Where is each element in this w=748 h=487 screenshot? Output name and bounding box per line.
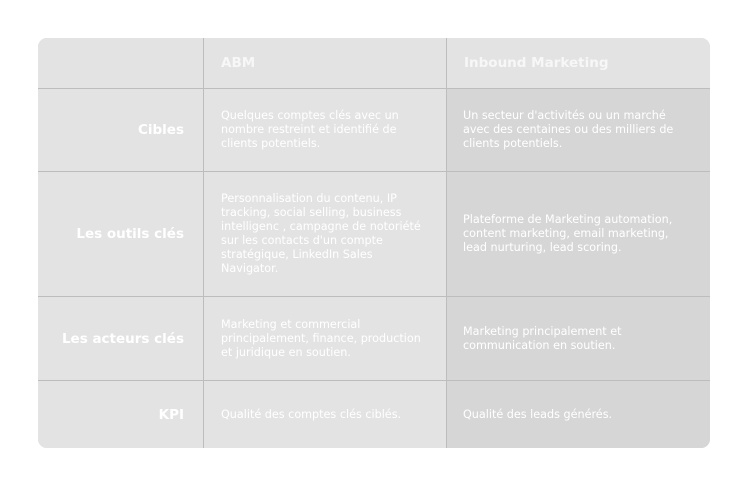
cell-abm-kpi: [204, 381, 447, 448]
cell-inbound-acteurs: [447, 297, 710, 381]
cell-text: Personnalisation du contenu, IP tracking, social selling, business intelligenc , campagne de notoriété sur les contacts d'un compte stratégique, LinkedIn Sales Navigator.: [221, 192, 421, 275]
row-header-kpi: KPI: [38, 381, 204, 448]
comparison-table: [38, 38, 710, 448]
row-header-outils: Les outils clés: [38, 172, 204, 297]
cell-inbound-outils: [447, 172, 710, 297]
column-header-abm: ABM: [204, 38, 447, 89]
row-header-cibles: Cibles: [38, 89, 204, 172]
cell-text: Qualité des leads générés.: [463, 407, 613, 421]
cell-abm-acteurs: [204, 297, 447, 381]
cell-abm-outils: [204, 172, 447, 297]
cell-inbound-kpi: [447, 381, 710, 448]
cell-text: Plateforme de Marketing automation, content marketing, email marketing, lead nurturing, lead scoring.: [463, 213, 673, 254]
cell-abm-cibles: [204, 89, 447, 172]
cell-text: Marketing et commercial principalement, finance, production et juridique en soutien.: [221, 317, 421, 359]
column-header-inbound: Inbound Marketing: [447, 38, 710, 89]
header-empty-cell: [38, 38, 204, 89]
cell-text: Quelques comptes clés avec un nombre restreint et identifié de clients potentiels.: [221, 109, 399, 150]
row-header-acteurs: Les acteurs clés: [38, 297, 204, 381]
cell-text: Qualité des comptes clés ciblés.: [221, 407, 402, 421]
cell-text: Un secteur d'activités ou un marché avec des centaines ou des milliers de clients potentiels.: [463, 109, 674, 150]
cell-text: Marketing principalement et communication en soutien.: [463, 324, 622, 352]
cell-inbound-cibles: [447, 89, 710, 172]
